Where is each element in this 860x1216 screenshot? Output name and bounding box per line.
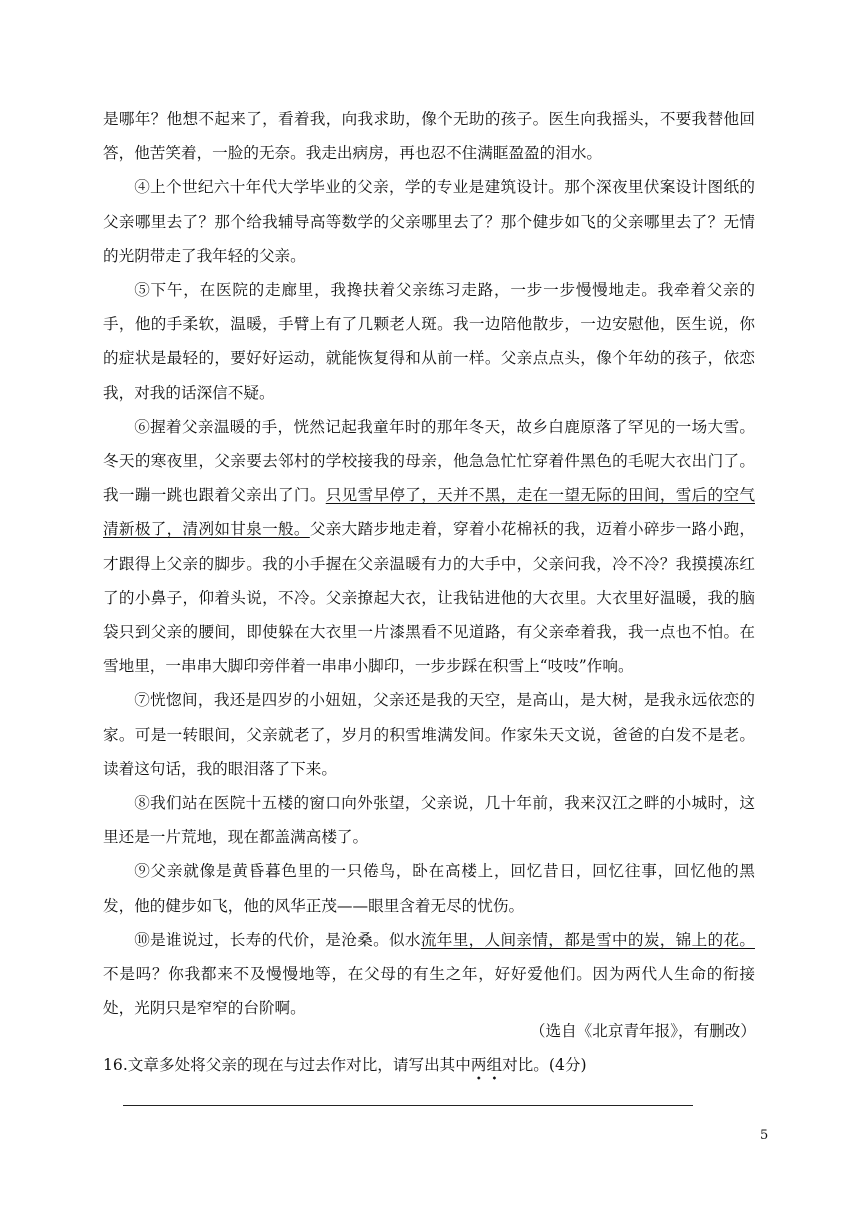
paragraph-text: ⑤下午，在医院的走廊里，我搀扶着父亲练习走路，一步一步慢慢地走。我牵着父亲的手，他的手柔软，温暖，手臂上有了几颗老人斑。我一边陪他散步，一边安慰他，医生说，你的症状是最轻的，要好好运动，就能恢复得和从前一样。父亲点点头，像个年幼的孩子，依恋我，对我的话深信不疑。 bbox=[103, 281, 755, 402]
paragraph-text: ⑦恍惚间，我还是四岁的小妞妞，父亲还是我的天空，是高山，是大树，是我永远依恋的家。可是一转眼间，父亲就老了，岁月的积雪堆满发间。作家朱天文说，爸爸的白发不是老。读着这句话，我的眼泪落了下来。 bbox=[103, 691, 755, 778]
question-emphasis: 两组 bbox=[470, 1056, 503, 1074]
paragraph-text: 是哪年？他想不起来了，看着我，向我求助，像个无助的孩子。医生向我摇头，不要我替他回答，他苦笑着，一脸的无奈。我走出病房，再也忍不住满眶盈盈的泪水。 bbox=[103, 110, 755, 163]
paragraph-text: ④上个世纪六十年代大学毕业的父亲，学的专业是建筑设计。那个深夜里伏案设计图纸的父亲哪里去了？那个给我辅导高等数学的父亲哪里去了？那个健步如飞的父亲哪里去了？无情的光阴带走了我年轻的父亲。 bbox=[103, 178, 755, 265]
paragraph bbox=[103, 854, 755, 922]
paragraph-text: ⑩是谁说过，长寿的代价，是沧桑。似水 bbox=[134, 930, 421, 949]
paragraph bbox=[103, 683, 755, 786]
paragraph-text: ⑨父亲就像是黄昏暮色里的一只倦鸟，卧在高楼上，回忆昔日，回忆往事，回忆他的黑发，他的健步如飞，他的风华正茂——眼里含着无尽的忧伤。 bbox=[103, 862, 755, 915]
question-text-after: 对比。(4分) bbox=[502, 1056, 587, 1074]
paragraph-text: 父亲大踏步地走着，穿着小花棉袄的我，迈着小碎步一路小跑，才跟得上父亲的脚步。我的小手握在父亲温暖有力的大手中，父亲问我，冷不冷？我摸摸冻红了的小鼻子，仰着头说，不冷。父亲撩起大衣，让我钻进他的大衣里。大衣里好温暖，我的脑袋只到父亲的腰间，即使躲在大衣里一片漆黑看不见道路，有父亲牵着我，我一点也不怕。在雪地里，一串串大脚印旁伴着一串串小脚印，一步步踩在积雪上“吱吱”作响。 bbox=[103, 520, 755, 676]
question-text-before: 16.文章多处将父亲的现在与过去作对比，请写出其中 bbox=[103, 1056, 471, 1074]
paragraph-text: 不是吗？你我都来不及慢慢地等，在父母的有生之年，好好爱他们。因为两代人生命的衔接处，光阴只是窄窄的台阶啊。 bbox=[103, 965, 755, 1018]
source-attribution: （选自《北京青年报》，有删改） bbox=[529, 1022, 756, 1040]
paragraph bbox=[103, 410, 755, 684]
paragraph bbox=[103, 786, 755, 854]
paragraph-text: ⑥握着父亲温暖的手，恍然记起我童年时的那年冬天，故乡白鹿原落了罕见的一场大雪。冬天的寒夜里，父亲要去邻村的学校接我的母亲，他急急忙忙穿着件黑色的毛呢大衣出门了。我一蹦一跳也跟着父亲出了门。 bbox=[103, 417, 755, 505]
underlined-sentence: 流年里，人间亲情，都是雪中的炭，锦上的花。 bbox=[420, 930, 755, 949]
paragraph bbox=[103, 102, 755, 170]
question-16 bbox=[103, 1048, 587, 1082]
paragraph bbox=[103, 273, 755, 410]
page-number: 5 bbox=[760, 1128, 769, 1143]
answer-line[interactable] bbox=[123, 1105, 693, 1106]
paragraph bbox=[103, 170, 755, 273]
article-body bbox=[103, 102, 755, 1025]
underlined-sentence: 只见雪早停了，天并不黑，走在一望无际的田间，雪后的空气清新极了，清冽如甘泉一般。 bbox=[103, 486, 755, 539]
paragraph bbox=[103, 923, 755, 1026]
paragraph-text: ⑧我们站在医院十五楼的窗口向外张望，父亲说，几十年前，我来汉江之畔的小城时，这里还是一片荒地，现在都盖满高楼了。 bbox=[103, 794, 755, 847]
